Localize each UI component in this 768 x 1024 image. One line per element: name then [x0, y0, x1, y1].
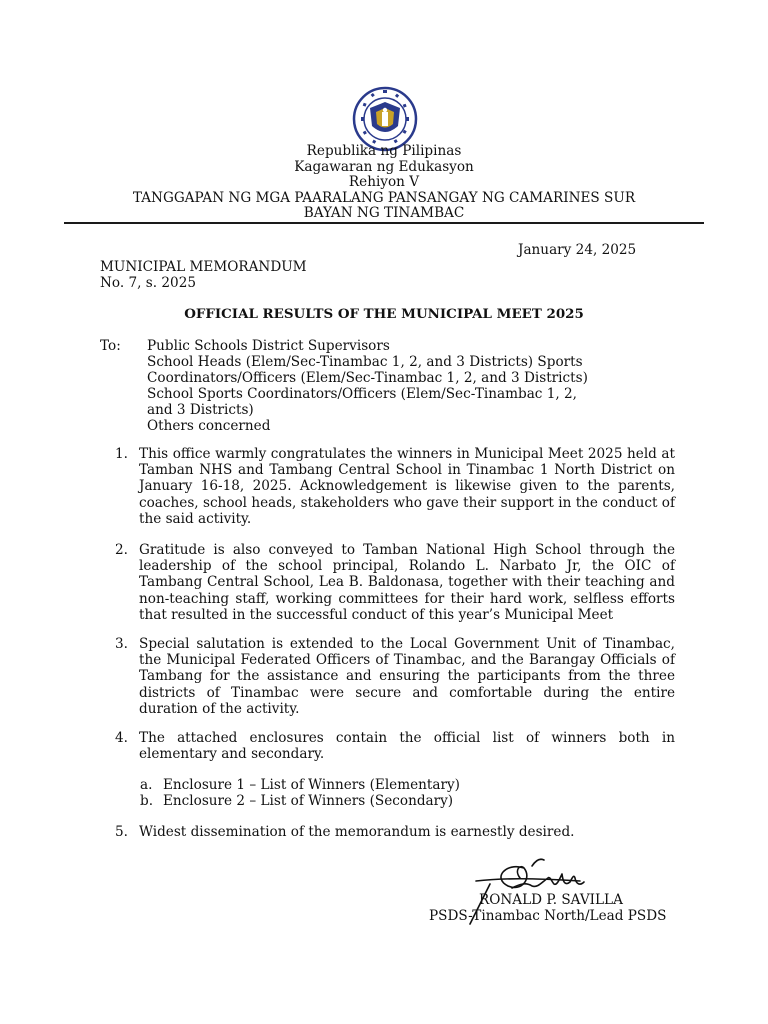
paragraph-number: 5.	[115, 824, 128, 840]
paragraph-number: 2.	[115, 542, 128, 558]
office-line: TANGGAPAN NG MGA PAARALANG PANSANGAY NG CAMARINES SUR	[132, 189, 636, 206]
signatory-position: PSDS-Tinambac North/Lead PSDS	[429, 908, 667, 924]
municipality-line: BAYAN NG TINAMBAC	[303, 205, 465, 221]
memo-number: No. 7, s. 2025	[100, 275, 196, 291]
paragraph-text: The attached enclosures contain the official list of winners both in elementary and secondary.	[139, 730, 675, 763]
memo-designation	[100, 259, 307, 291]
to-label: To:	[100, 338, 121, 354]
recipient-item: Public Schools District Supervisors	[147, 338, 390, 354]
enclosure-item	[140, 777, 460, 793]
memo-date: January 24, 2025	[518, 242, 637, 258]
paragraph-text: Special salutation is extended to the Local Government Unit of Tinambac, the Municipal Federated Officers of Tinambac, and the Barangay Officials of Tambang for the assistance and ensuring the participants from the three districts of Tinambac were secure and comfortable during the entire duration of the activity.	[139, 636, 675, 717]
recipient-item: School Sports Coordinators/Officers (Elem/Sec-Tinambac 1, 2, and 3 Districts)	[147, 386, 577, 418]
enclosure-text: Enclosure 2 – List of Winners (Secondary)	[163, 793, 454, 809]
recipient-item: Others concerned	[147, 418, 271, 434]
enclosure-text: Enclosure 1 – List of Winners (Elementary)	[163, 777, 460, 793]
signatory-name: RONALD P. SAVILLA	[479, 892, 623, 908]
paragraph-number: 4.	[115, 730, 128, 746]
enclosure-item	[140, 793, 453, 809]
enclosure-letter: a.	[140, 777, 153, 793]
recipient-list	[147, 338, 602, 434]
paragraph-text: Gratitude is also conveyed to Tamban National High School through the leadership of the school principal, Rolando L. Narbato Jr, the OIC of Tambang Central School, Lea B. Baldonasa, together with their teaching and non-teaching staff, working committees for their hard work, selfless efforts that resulted in the successful conduct of this year’s Municipal Meet	[139, 542, 675, 623]
header-divider	[64, 222, 704, 224]
memo-title: OFFICIAL RESULTS OF THE MUNICIPAL MEET 2025	[184, 306, 584, 322]
letterhead	[0, 144, 768, 222]
paragraph-number: 3.	[115, 636, 128, 652]
enclosure-letter: b.	[140, 793, 154, 809]
paragraph-number: 1.	[115, 446, 128, 462]
paragraph-text: This office warmly congratulates the winners in Municipal Meet 2025 held at Tamban NHS and Tambang Central School in Tinambac 1 North District on January 16-18, 2025. Acknowledgement is likewise given to the parents, coaches, school heads, stakeholders who gave their support in the conduct of the said activity.	[139, 446, 675, 527]
recipient-item: School Heads (Elem/Sec-Tinambac 1, 2, and 3 Districts) Sports Coordinators/Officers (Elem/Sec-Tinambac 1, 2, and 3 Districts)	[147, 354, 588, 386]
region-line: Rehiyon V	[348, 174, 420, 190]
republic-line: Republika ng Pilipinas	[306, 143, 462, 159]
paragraph-text: Widest dissemination of the memorandum is earnestly desired.	[139, 824, 575, 840]
memo-type: MUNICIPAL MEMORANDUM	[100, 259, 307, 275]
department-line: Kagawaran ng Edukasyon	[294, 158, 474, 175]
